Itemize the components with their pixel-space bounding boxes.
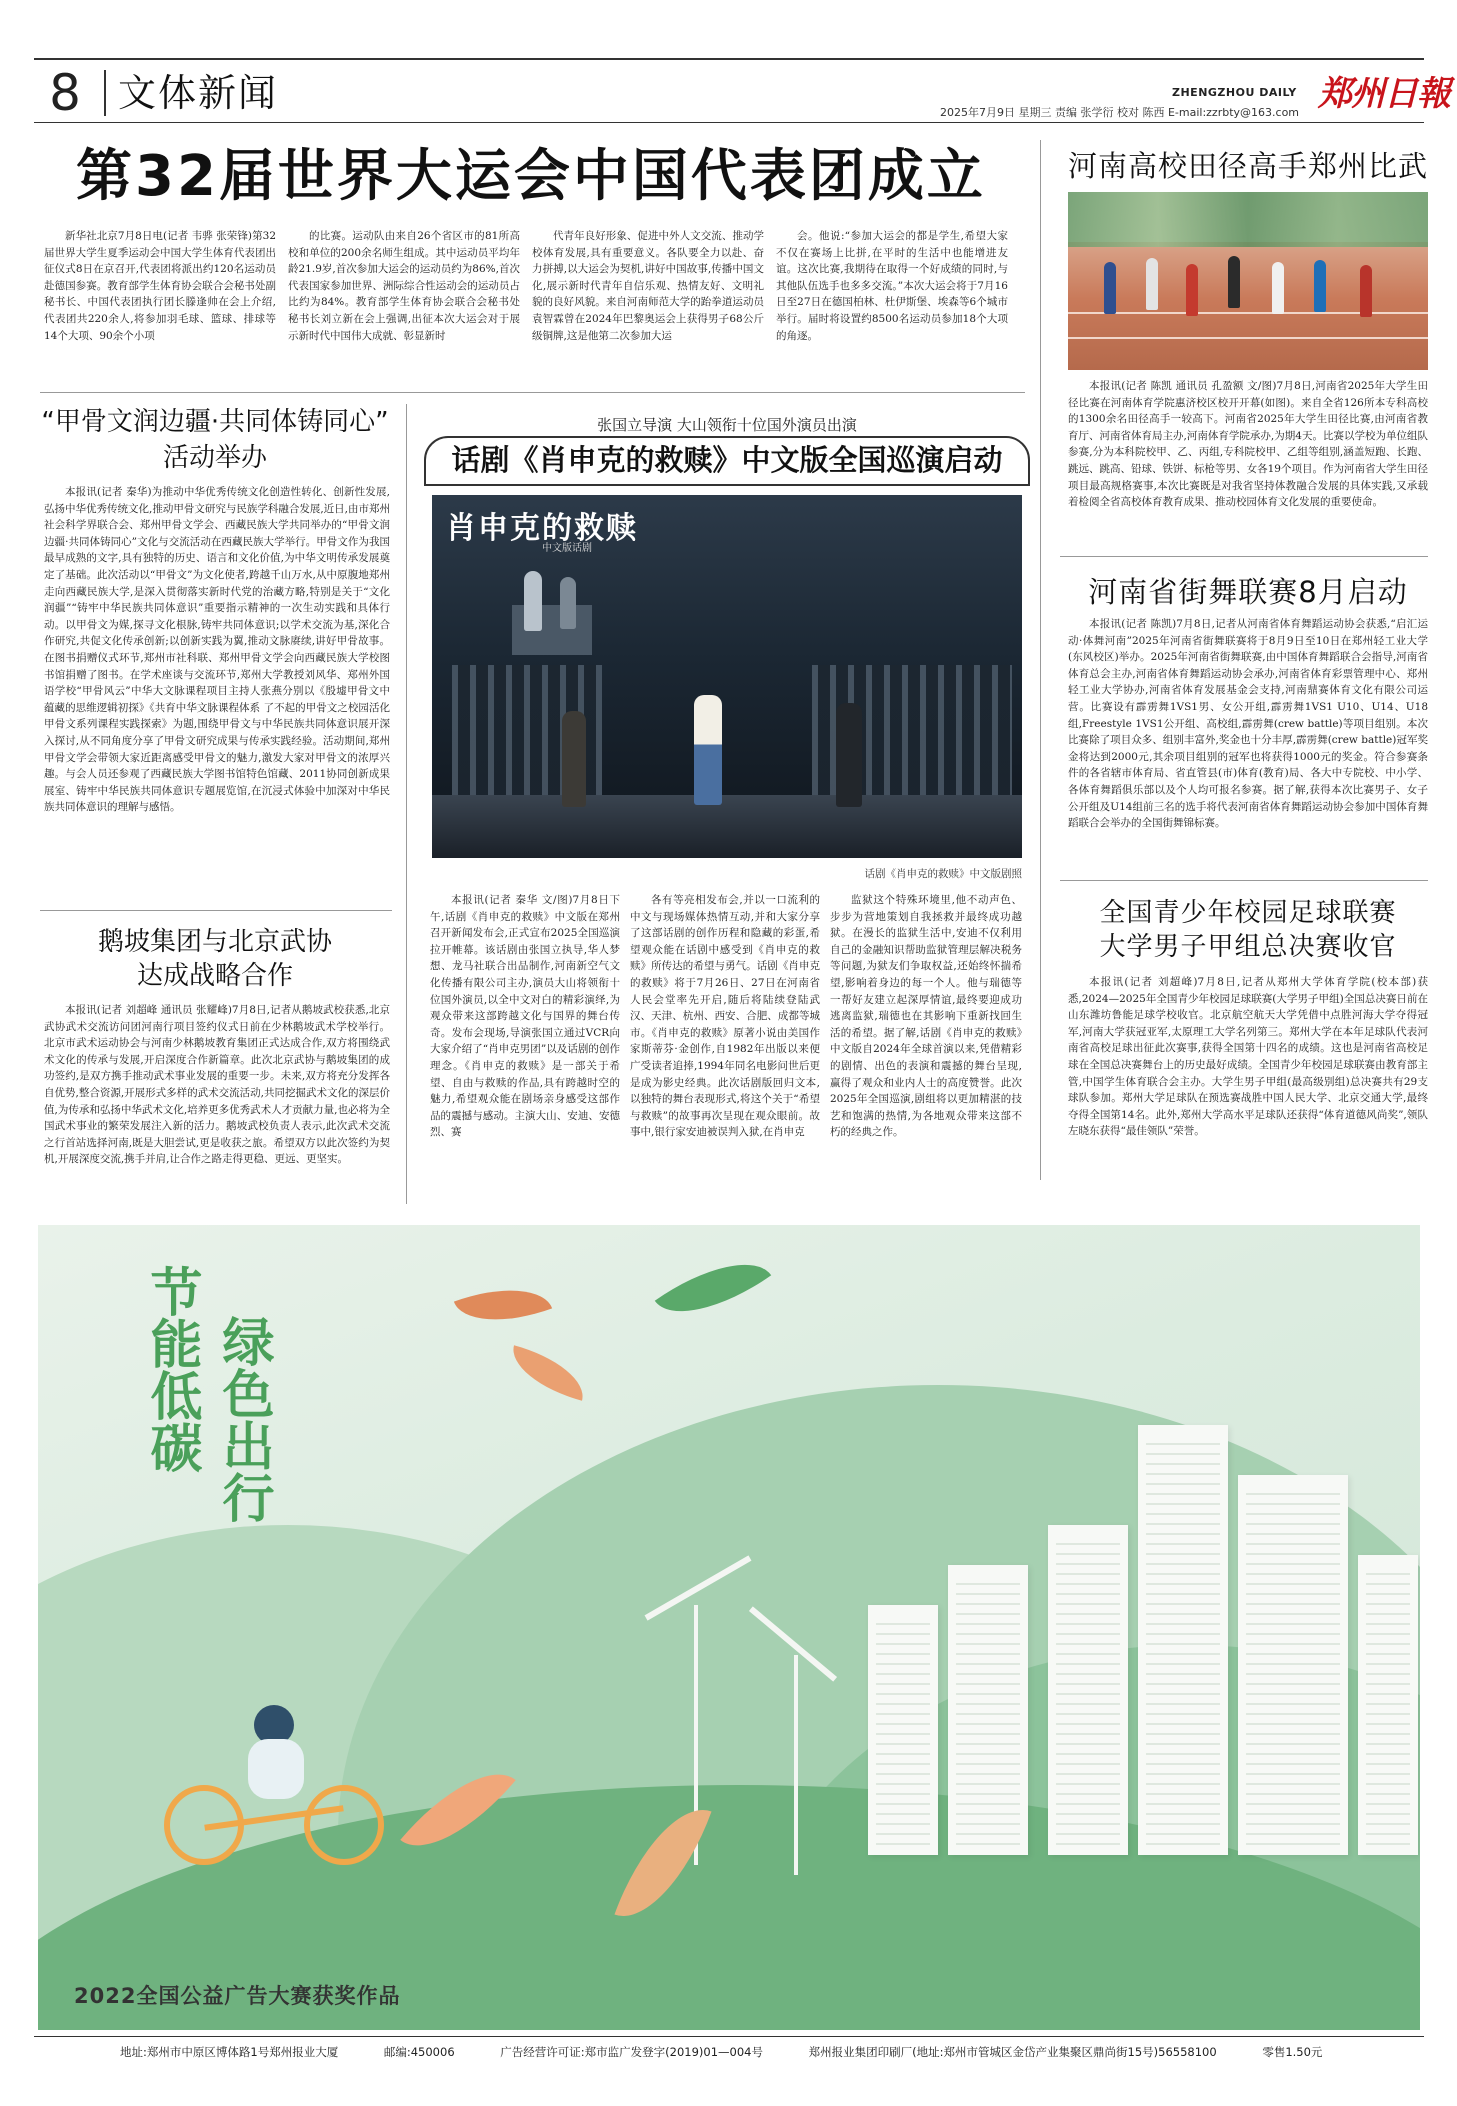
poster-building (1048, 1525, 1128, 1855)
poster-slogan-2: 绿色出行 (213, 1315, 273, 1523)
drama-col-3: 监狱这个特殊环境里,他不动声色、步步为营地策划自我拯救并最终成功越狱。在漫长的监狱生活中,安迪不仅利用自己的金融知识帮助监狱管理层解决税务等问题,为狱友们争取权益,还始终怀揣希望,影响着身边的每一个人。他与瑞德等一帮好友建立起深厚情谊,最终要迎成功逃离监狱,瑞德也在其影响下重新找回生活的希望。据了解,话剧《肖申克的救赎》中文版自2024年全球首演以来,凭借精彩的剧情、出色的表演和震撼的舞台呈现,赢得了观众和业内人士的高度赞誉。此次2025年全国巡演,剧组将以更加精湛的技艺和饱满的热情,为各地观众带来这部不朽的经典之作。 (830, 894, 1022, 1139)
stage-floor (432, 795, 1022, 858)
drama-col-2: 各有等亮相发布会,并以一口流利的中文与现场媒体热情互动,并和大家分享了这部话剧的创作历程和隐藏的彩蛋,希望观众能在话剧中感受到《肖申克的救赎》所传达的希望与勇气。话剧《肖申克的救赎》将于7月26日、27日在河南省人民会堂率先开启,随后将陆续登陆武汉、天津、杭州、西安、合肥、成都等城市。《肖申克的救赎》原著小说由美国作家斯蒂芬·金创作,自1982年出版以来便广受读者追捧,1994年同名电影问世后更是成为影史经典。此次话剧版回归文本,以独特的舞台表现形式,将这个关于“希望与救赎”的故事再次呈现在观众眼前。故事中,银行家安迪被误判入狱,在肖申克 (630, 894, 820, 1139)
footer-printer: 郑州报业集团印刷厂(地址:郑州市管城区金岱产业集聚区鼎尚街15号)56558100 (808, 2045, 1217, 2059)
footer-rule (34, 2036, 1424, 2037)
section-title: 文体新闻 (118, 71, 279, 115)
lead-headline: 第32届世界大运会中国代表团成立 (76, 144, 986, 209)
runner-figure (1104, 262, 1116, 314)
photo-trees (1068, 192, 1428, 247)
lead-col-1: 新华社北京7月8日电(记者 韦骅 张荣锋)第32届世界大学生夏季运动会中国大学生体育代表团出征仪式8日在京召开,代表团将派出约120名运动员赴德国参赛。教育部学生体育协会联合会秘书处副秘书长、中国代表团执行团长滕逢帅在会上介绍,代表团共220余人,将参加羽毛球、篮球、排球等14个大项、90余个小项 (44, 230, 276, 342)
header-divider (104, 70, 106, 116)
epo-headline-1: 鹅坡集团与北京武协 (97, 927, 332, 957)
football-headline-2: 大学男子甲组总决赛收官 (1099, 932, 1397, 962)
runner-figure (1228, 256, 1240, 308)
jiagu-bottom-rule (40, 910, 392, 911)
football-headline-1: 全国青少年校园足球联赛 (1099, 898, 1397, 928)
jiagu-headline-2: 活动举办 (162, 443, 267, 473)
poster-caption: 2022全国公益广告大赛获奖作品 (74, 1984, 401, 2008)
lead-bottom-rule (40, 392, 1025, 393)
track-bottom-rule (1060, 556, 1428, 557)
dance-body: 本报讯(记者 陈凯)7月8日,记者从河南省体育舞蹈运动协会获悉,“启汇运动·体舞河南”2025年河南省街舞联赛将于8月9日至10日在郑州轻工业大学(东风校区)举办。2025年河南省街舞联赛,由中国体育舞蹈联合会指导,河南省体育总会主办,河南省体育舞蹈运动协会承办,河南省体育彩票管理中心、郑州轻工业大学协办,河南省体育发展基金会支持,河南鼎赛体育文化有限公司运营。比赛设有霹雳舞1VS1男、女公开组,霹雳舞1VS1 U10、U14、U18组,Freestyle 1VS1公开组、高校组,霹雳舞(crew battle)等项目组别。本次比赛除了项目众多、组别丰富外,奖金也十分丰厚,霹雳舞(crew battle)冠军奖金将达到2000元,其余项目组别的冠军也将获得1000元的奖金。符合参赛条件的各省辖市体育局、省直管县(市)体育(教育)局、各大中专院校、中小学、各体育舞蹈俱乐部以及个人均可报名参赛。据了解,获得本次比赛男子、女子公开组及U14组前三名的选手将代表河南省体育舞蹈运动协会参加中国体育舞蹈联合会举办的全国街舞锦标赛。 (1068, 618, 1428, 830)
actor-figure (562, 711, 586, 807)
actor-figure (836, 703, 862, 807)
jiagu-headline-1: “甲骨文润边疆·共同体铸同心” (41, 407, 389, 437)
cyclist-icon (164, 1695, 384, 1875)
leaf-icon (454, 1271, 552, 1339)
football-body: 本报讯(记者 刘超峰)7月8日,记者从郑州大学体育学院(校本部)获悉,2024—2025年全国青少年校园足球联赛(大学男子甲组)全国总决赛日前在山东潍坊鲁能足球学校收官。北京航空航天大学凭借中点胜河海大学夺得冠军,河南大学获冠亚军,太原理工大学名列第三。郑州大学在本年足球队代表河南省高校足球出征此次赛事,获得全国第十四名的成绩。这也是河南省高校足球在全国总决赛舞台上的历史最好成绩。全国青少年校园足球联赛由教育部主管,中国学生体育联合会主办。大学生男子甲组(最高级别组)总决赛共有29支球队参加。郑州大学足球队在预选赛战胜中国人民大学、北京交通大学,最终夺得全国第14名。此外,郑州大学高水平足球队还获得“体育道德风尚奖”,领队左晓东获得“最佳领队”荣誉。 (1068, 976, 1428, 1138)
poster-building (948, 1565, 1028, 1855)
leaf-icon (655, 1238, 771, 1339)
header-bottom-rule (34, 122, 1424, 123)
footer (120, 2044, 1364, 2060)
runner-figure (1146, 258, 1158, 310)
photo-subtitle: 中文版话剧 (542, 543, 592, 554)
page-number: 8 (49, 64, 81, 122)
drama-headline: 话剧《肖申克的救赎》中文版全国巡演启动 (451, 443, 1003, 477)
footer-license: 广告经营许可证:郑市监广发登字(2019)01—004号 (500, 2045, 763, 2059)
photo-title: 肖申克的救赎 (446, 511, 638, 546)
drama-kicker: 张国立导演 大山领衔十位国外演员出演 (597, 416, 857, 434)
epo-headline-2: 达成战略合作 (136, 961, 293, 991)
photo-lane (1068, 337, 1428, 339)
dance-bottom-rule (1060, 880, 1428, 881)
public-service-poster (38, 1225, 1420, 2030)
runner-figure (1314, 260, 1326, 312)
poster-building (868, 1605, 938, 1855)
footer-address: 地址:郑州市中原区博体路1号郑州报业大厦 (120, 2045, 339, 2059)
leaf-icon (505, 1345, 592, 1400)
poster-building (1138, 1425, 1228, 1855)
runner-figure (1360, 265, 1372, 317)
track-headline: 河南高校田径高手郑州比武 (1068, 149, 1429, 183)
lead-col-4: 会。他说:“参加大运会的都是学生,希望大家不仅在赛场上比拼,在平时的生活中也能增进友谊。这次比赛,我期待在取得一个好成绩的同时,与其他队伍选手也多多交流。”本次大运会将于7月16日至27日在德国柏林、杜伊斯堡、埃森等6个城市举行。届时将设置约8500名运动员参加18个大项的角逐。 (776, 230, 1008, 342)
date-line: 2025年7月9日 星期三 责编 张学衍 校对 陈西 E-mail:zzrbty@163.com (940, 106, 1300, 119)
jiagu-body: 本报讯(记者 秦华)为推动中华优秀传统文化创造性转化、创新性发展,弘扬中华优秀传统文化,推动甲骨文研究与民族学科融合发展,近日,由市郑州社会科学界联合会、郑州甲骨文学会、西藏民族大学共同举办的“甲骨文润边疆·共同体铸同心”文化与交流活动在西藏民族大学举行。甲骨文作为我国最早成熟的文字,具有独特的历史、语言和文化价值,为中华文明传承发展奠定了基础。此次活动以“甲骨文”为文化使者,跨越千山万水,从中原腹地郑州走向西藏民族大学,是深入贯彻落实新时代党的治藏方略,特别是关于“文化润疆”“铸牢中华民族共同体意识”重要指示精神的一次生动实践和具体行动。以甲骨文为媒,探寻文化根脉,铸牢共同体意识;以学术交流为基,深化合作研究,共促文化传承创新;以创新实践为翼,推动文脉赓续,讲好甲骨故事。在图书捐赠仪式环节,郑州市社科联、郑州甲骨文学会向西藏民族大学校图书馆捐赠了图书。在学术座谈与交流环节,郑州大学教授刘风华、郑州外国语学校“甲骨风云”中华大文脉课程项目主持人张燕分别以《殷墟甲骨文中蕴藏的思维逻辑初探》《共育中华文脉课程体系 了不起的甲骨文之校园活化甲骨文系列课程实践探索》为题,围绕甲骨文与中华民族共同体意识展开深入探讨,从不同角度分享了甲骨文研究成果与传承实践经验。活动期间,郑州甲骨文学会带领大家近距离感受甲骨文的魅力,激发大家对甲骨文的浓厚兴趣。与会人员还参观了西藏民族大学图书馆特色馆藏、2011协同创新成果展室、铸牢中华民族共同体意识专题展览馆,在沉浸式体验中加深对中华民族共同体意识的理解与感悟。 (44, 486, 390, 814)
top-rule (34, 58, 1424, 60)
drama-photo (432, 495, 1022, 858)
epo-body: 本报讯(记者 刘超峰 通讯员 张耀峰)7月8日,记者从鹅坡武校获悉,北京武协武术交流访问团河南行项目签约仪式日前在少林鹅坡武术学校举行。北京市武术运动协会与河南少林鹅坡教育集团正式达成合作,双方将围绕武术文化的传承与发展,开启深度合作新篇章。此次北京武协与鹅坡集团的成功签约,是双方携手推动武术事业发展的重要一步。未来,双方将充分发挥各自优势,整合资源,开展形式多样的武术交流活动,共同挖掘武术文化的深层价值,为传承和弘扬中华武术文化,培养更多优秀武术人才贡献力量,也必将为全国武术事业的繁荣发展注入新的活力。鹅坡武校负责人表示,此次武术交流之行首站选择河南,既是大胆尝试,更是收获之旅。希望双方以此次签约为契机,开展深度交流,携手并肩,让合作之路走得更稳、更远、更坚实。 (44, 1004, 390, 1166)
poster-building (1238, 1475, 1348, 1855)
runner-figure (1186, 264, 1198, 316)
brand-logo: 郑州日報 (1318, 74, 1450, 114)
column-rule-left (406, 404, 407, 1204)
actor-figure (694, 695, 722, 805)
drama-col-1: 本报讯(记者 秦华 文/图)7月8日下午,话剧《肖申克的救赎》中文版在郑州召开新闻发布会,正式宣布2025全国巡演拉开帷幕。该话剧由张国立执导,华人梦想、龙马社联合出品制作,河南新空气文化传播有限公司主办,演员大山将领衔十位国外演员,以全中文对白的精彩演绎,为观众带来这部跨越文化与国界的舞台传奇。发布会现场,导演张国立通过VCR向大家介绍了“肖申克男团”以及话剧的创作理念。《肖申克的救赎》是一部关于希望、自由与救赎的作品,具有跨越时空的魅力,希望观众能在剧场亲身感受这部作品的震撼与感动。主演大山、安迪、安德烈、赛 (430, 894, 620, 1139)
column-rule-right (1040, 140, 1041, 1180)
track-body: 本报讯(记者 陈凯 通讯员 孔盈额 文/图)7月8日,河南省2025年大学生田径比赛在河南体育学院惠济校区校开开幕(如图)。来自全省126所本专科高校的1300余名田径高手一较高下。河南省2025年大学生田径比赛,由河南省教育厅、河南省体育局主办,河南体育学院承办,为期4天。比赛以学校为单位组队参赛,分为本科院校甲、乙、丙组,专科院校甲、乙组等组别,涵盖短跑、长跑、跳远、跳高、铅球、铁饼、标枪等男、女各19个项目。作为河南省大学生田径项目最高规格赛事,本次比赛既是对我省坚持体教融合发展的具体实践,又承载着检阅全省高校体育教育成果、推动校园体育文化发展的重要使命。 (1068, 380, 1428, 509)
photo-lane (1068, 312, 1428, 314)
dance-headline: 河南省街舞联赛8月启动 (1088, 575, 1408, 609)
drama-caption: 话剧《肖申克的救赎》中文版剧照 (864, 868, 1022, 880)
lead-col-2: 的比赛。运动队由来自26个省区市的81所高校和单位的200余名师生组成。其中运动员平均年龄21.9岁,首次参加大运会的运动员约为86%,首次代表国家参加世界、洲际综合性运动会的运动员占比约为84%。教育部学生体育协会联合会秘书处秘书长刘立新在会上强调,出征本次大运会对于展示新时代中国伟大成就、彰显新时 (288, 230, 520, 342)
actor-figure (524, 571, 542, 631)
lead-col-3: 代青年良好形象、促进中外人文交流、推动学校体育发展,具有重要意义。各队要全力以赴、奋力拼搏,以大运会为契机,讲好中国故事,传播中国文化,展示新时代青年自信乐观、热情友好、文明礼貌的良好风貌。来自河南师范大学的跆拳道运动员袁智霖曾在2024年巴黎奥运会上获得男子68公斤级铜牌,这是他第二次参加大运 (532, 230, 764, 342)
footer-postcode: 邮编:450006 (383, 2045, 455, 2059)
footer-price: 零售1.50元 (1262, 2045, 1323, 2059)
track-photo (1068, 192, 1428, 370)
brand-en: ZHENGZHOU DAILY (1172, 86, 1297, 99)
runner-figure (1272, 262, 1284, 314)
wind-turbine-icon (794, 1655, 798, 1875)
poster-building (1358, 1555, 1418, 1855)
actor-figure (560, 577, 576, 629)
poster-slogan-1: 节能低碳 (141, 1265, 201, 1473)
